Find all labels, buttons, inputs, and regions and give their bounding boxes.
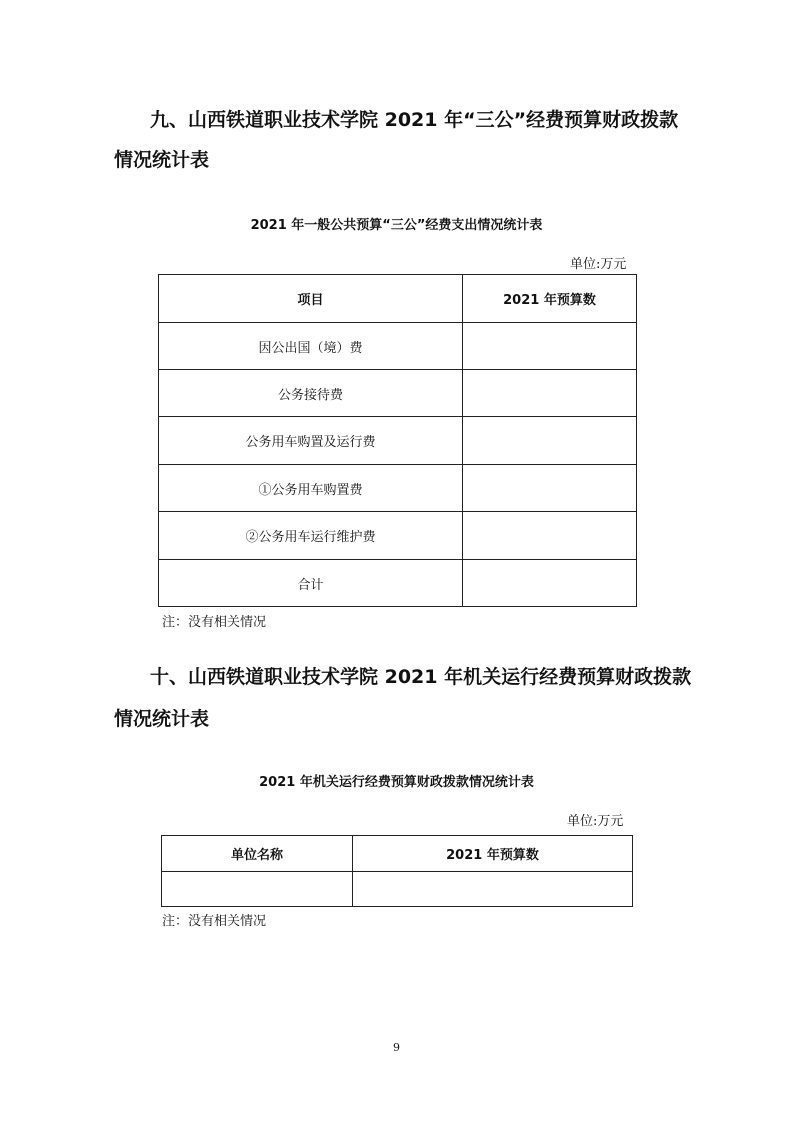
table-row-total [159, 560, 637, 607]
row-value [463, 560, 637, 607]
header-unit-name: 单位名称 [162, 836, 353, 872]
section10-table-title: 2021 年机关运行经费预算财政拨款情况统计表 [259, 775, 534, 790]
section10-title-line1: 十、山西铁道职业技术学院 2021 年机关运行经费预算财政拨款 [150, 666, 692, 688]
section9-title-line2: 情况统计表 [114, 149, 210, 171]
row-value [353, 872, 633, 907]
section9-title-line1: 九、山西铁道职业技术学院 2021 年“三公”经费预算财政拨款 [150, 109, 679, 131]
section9-table-title: 2021 年一般公共预算“三公”经费支出情况统计表 [250, 218, 543, 233]
row-name [162, 872, 353, 907]
row-item: 公务接待费 [159, 370, 463, 417]
table-row [159, 370, 637, 417]
operating-expenses-table [161, 835, 633, 907]
row-item: 合计 [159, 560, 463, 607]
row-item: ①公务用车购置费 [159, 465, 463, 512]
table-row [159, 417, 637, 465]
page-number: 9 [393, 1041, 400, 1054]
row-value [463, 370, 637, 417]
table-row [159, 323, 637, 370]
table-header-row [162, 836, 633, 872]
section10-title-line2: 情况统计表 [114, 708, 210, 730]
header-item: 项目 [159, 275, 463, 323]
row-value [463, 323, 637, 370]
row-value [463, 512, 637, 560]
section10-unit-label: 单位:万元 [567, 814, 624, 829]
row-item: 公务用车购置及运行费 [159, 417, 463, 465]
table-row [162, 872, 633, 907]
table-row [159, 465, 637, 512]
row-value [463, 417, 637, 465]
section10-note: 注：没有相关情况 [162, 914, 267, 929]
header-budget: 2021 年预算数 [463, 275, 637, 323]
three-public-expenses-table [158, 274, 637, 607]
header-budget: 2021 年预算数 [353, 836, 633, 872]
table-header-row [159, 275, 637, 323]
row-item: ②公务用车运行维护费 [159, 512, 463, 560]
section9-unit-label: 单位:万元 [570, 257, 627, 272]
row-value [463, 465, 637, 512]
section9-note: 注：没有相关情况 [162, 615, 267, 630]
table-row [159, 512, 637, 560]
row-item: 因公出国（境）费 [159, 323, 463, 370]
